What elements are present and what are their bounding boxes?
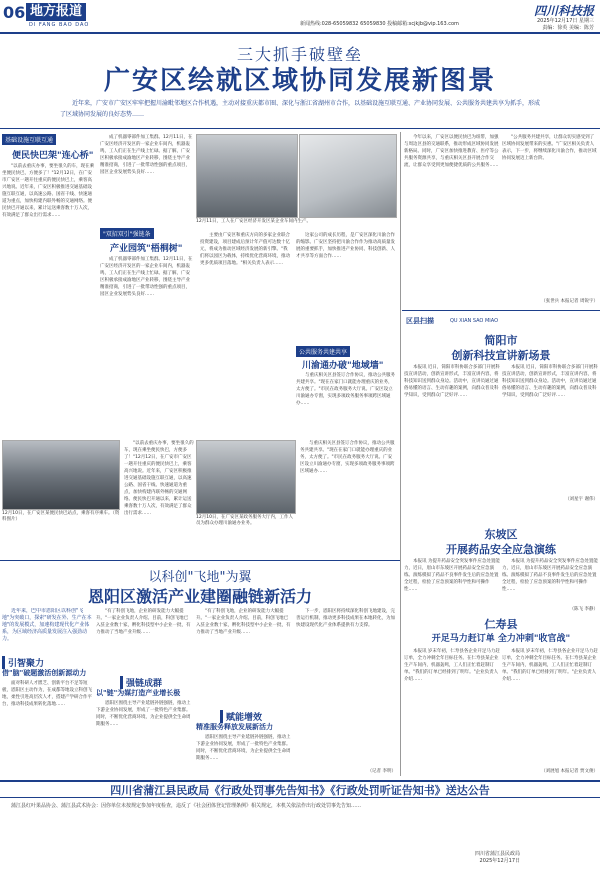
newspaper-name: 四川科技报 — [533, 4, 594, 18]
photo-caption: 12月10日，在广安区某便民快巴站点，乘客有序乘车。（资料图片） — [2, 511, 120, 522]
subhead-bus: 便民快巴架"连心桥" — [12, 151, 94, 161]
subhead-public-service: 公共服务共建共享 — [296, 346, 350, 357]
subhead-chain: 强链成群 — [120, 676, 162, 689]
subhead-investment: "双招双引"强链条 — [100, 228, 154, 239]
issue-date: 2025年12月17日 星期三 责编：徐英 美编：陈芳 — [536, 18, 594, 31]
article-column: "以前去重庆办事，要坐很久的车，现在乘坐便民快巴，方便多了！"12月12日，在广安市广安区一趟开往重庆的便民快巴上，乘客高兴地说。近年来，广安区积极推进交通基础设施互联互通，以高速公路、国省干线、快速通道为重点，加快构建内联外畅的交通网络。便民快巴开通以来，累计运送乘客数十万人次，有效满足了群众出行需求…… — [124, 441, 194, 516]
subhead-empower: 赋能增效 — [220, 710, 262, 723]
article-column: 恩阳区围绕主导产业延链补链强链，推动上下游企业协同发展，形成了一批特色产业集群。同时，不断优化营商环境，为企业提供全生命周期服务…… — [96, 701, 191, 727]
article-column: 本报讯 近日，简阳市科协联合多部门开展科技宣讲活动，创新宣讲形式，丰富宣讲内容，将科技知识送到群众身边。活动中，宣讲员通过通俗易懂的语言、生动有趣的案例，向群众普及科学知识，受到群众广泛好评…… — [404, 365, 500, 398]
factory-photo — [196, 134, 298, 218]
subhead-service: 精准服务释放发展新活力 — [196, 723, 273, 731]
bus-station-photo — [2, 440, 120, 510]
article-column: 这家公司的成长历程，是广安区深化川渝合作的缩影。广安区坚持把川渝合作作为推动高质量发展的重要抓手，加快推进产业协同、科技创新、人才共享等方面合作…… — [296, 233, 395, 259]
story-sub-renshou: 开足马力赶订单 全力冲刺"收官战" — [431, 634, 571, 644]
story-title-renshou: 仁寿县 — [484, 618, 518, 631]
article-column: 与重庆相关区县签订合作协议，推动公共服务共建共享。"现在在家门口就能办理重庆的业务，太方便了。"市民在政务服务大厅说。广安区设立川渝通办专窗，实现多项政务服务事项跨区域通办…… — [300, 441, 395, 474]
subhead-growth: 以"链"为媒打造产业增长极 — [96, 689, 181, 697]
region-scan-title: 区县扫描 — [406, 317, 434, 325]
section-label: 地方报道 — [26, 3, 86, 21]
masthead — [0, 0, 600, 34]
article-column: 下一步，恩阳区将持续深化科创飞地建设，完善运行机制，推动更多科技成果在本地转化，为加快建设现代化产业体系提供有力支撑。 — [296, 609, 395, 628]
article-column: "有了科创飞地，企业的研发能力大幅提升。"一家企业负责人介绍。目前，科创飞地已入驻企业数十家，孵化科技型中小企业一批，有力推动了当地产业升级…… — [96, 609, 191, 635]
article-column: 本报讯 近日，简阳市科协联合多部门开展科技宣讲活动，创新宣讲形式，丰富宣讲内容，将科技知识送到群众身边。活动中，宣讲员通过通俗易懂的语言、生动有趣的案例，向群众普及科学知识，受到群众广泛好评…… — [502, 365, 598, 398]
byline: （张世兵 本报记者 周锐宇） — [541, 299, 598, 304]
article-column: 成了机器零部件加工集群。12月11日，在广安区经济开发区的一家企业车间内，机器轰鸣，工人们正在生产线上忙碌。据了解，广安区积极承接成渝地区产业转移，围绕主导产业精准招商，引进了一批带动性强的重点项目，园区企业发展势头良好…… — [100, 135, 193, 175]
photo-caption: 12月10日，在广安区某政务服务大厅内，工作人员为群众办理川渝通办业务。 — [196, 515, 293, 526]
subhead-talent: 引智聚力 — [2, 656, 44, 669]
top-story-lead: 近年来，广安市广安区牢牢把握川渝毗邻地区合作机遇，主动对接重庆都市圈、深化与浙江省湖州市合作，以基础设施互联互通、产业协同发展、公共服务共建共享为抓手，形成了区域协同发展的良好态势…… — [60, 100, 541, 118]
article-column: 本报讯 为提升药品安全突发事件应急处置能力，近日，眉山市东坡区开展药品安全应急演练。演练模拟了药品不良事件发生后的应急处置全过程，检验了应急预案的科学性和可操作性…… — [404, 559, 500, 592]
article-column: "公共服务共建共享，让群众切实感受到了区域协同发展带来的实惠。"广安区相关负责人表示，下一步，将继续深化川渝合作，推动区域协同发展迈上新台阶。 — [502, 135, 597, 161]
subhead-infrastructure: 基础设施互联互通 — [2, 134, 56, 145]
page-number: 06 — [3, 3, 26, 22]
story2-kicker: 以科创"飞地"为翼 — [148, 570, 252, 585]
notice-banner: 四川省蒲江县民政局《行政处罚事先告知书》《行政处罚听证告知书》送达公告 — [0, 780, 600, 798]
article-column: 本报讯 为提升药品安全突发事件应急处置能力，近日，眉山市东坡区开展药品安全应急演练。演练模拟了药品不良事件发生后的应急处置全过程，检验了应急预案的科学性和可操作性…… — [502, 559, 598, 592]
article-column: 本报讯 岁末年初，仁寿县各企业开足马力赶订单，全力冲刺全年目标任务。在仁寿县某企业生产车间内，机器轰鸣，工人们正忙着赶制订单。"我们的订单已经排到了明年。"企业负责人介绍…… — [502, 649, 598, 682]
article-column: 与重庆相关区县签订合作协议，推动公共服务共建共享。"现在在家门口就能办理重庆的业务，太方便了。"市民在政务服务大厅说。广安区设立川渝通办专窗，实现多项政务服务事项跨区域通办…… — [296, 373, 395, 406]
article-column: 面对科研人才匮乏、创新平台不足等短板，恩阳区主动作为，在成都等地设立科创飞地，柔性引进高层次人才，搭建产学研合作平台，推动科技成果转化落地…… — [2, 681, 92, 707]
column-divider — [400, 132, 401, 776]
story2-headline: 恩阳区激活产业建圈融链新活力 — [87, 587, 312, 606]
region-scan-en: QU XIAN SAO MIAO — [450, 318, 499, 324]
story2-lead: 近年来，巴中市恩阳区以科创"飞地"为突破口，探索"研发在外、生产在本地"的发展模式，加速构建现代化产业体系，为区域经济高质量发展注入强劲动力。 — [2, 608, 92, 642]
article-column: 恩阳区围绕主导产业延链补链强链，推动上下游企业协同发展，形成了一批特色产业集群。同时，不断优化营商环境，为企业提供全生命周期服务…… — [196, 735, 291, 761]
top-story-kicker: 三大抓手破壁垒 — [236, 45, 363, 64]
notice-text: 蒲江县红叶果品协会、蒲江县武术协会：因你单位未按规定参加年度检查，违反了《社会团体登记管理条例》相关规定，本机关依法作出行政处罚事先告知…… — [11, 803, 362, 809]
byline: （记者 李明） — [367, 769, 396, 774]
byline: （陈飞 李静） — [569, 607, 598, 612]
byline: （刘星宇 谢伟） — [565, 497, 598, 502]
article-column: "有了科创飞地，企业的研发能力大幅提升。"一家企业负责人介绍。目前，科创飞地已入驻企业数十家，孵化科技型中小企业一批，有力推动了当地产业升级…… — [196, 609, 291, 635]
divider — [0, 560, 400, 561]
article-column: 本报讯 岁末年初，仁寿县各企业开足马力赶订单，全力冲刺全年目标任务。在仁寿县某企业生产车间内，机器轰鸣，工人们正忙着赶制订单。"我们的订单已经排到了明年。"企业负责人介绍…… — [404, 649, 500, 682]
subhead-park: 产业园筑"梧桐树" — [110, 244, 183, 254]
story-title-jianyang: 简阳市 — [484, 334, 518, 347]
article-column: 主要由广安区和重庆方向的多家企业联合投资建设，项目建成后预计年产值可达数十亿元，将成为推动区域经济发展的新引擎。"我们将以园区为载体，持续优化营商环境，推动更多优质项目落地。"相关负责人表示…… — [200, 233, 290, 266]
article-column: 今年以来，广安区以便民快巴为纽带，加强与周边区县的交通联系，推动形成区域协同发展新格局。同时，广安区加快推进教育、医疗等公共服务资源共享，与重庆相关区县开展合作交流，让群众享受到更加便捷优质的公共服务…… — [404, 135, 499, 168]
divider — [0, 128, 600, 129]
byline: （刘展旭 本报记者 贾文俊） — [541, 769, 598, 774]
photo-caption: 12月11日，工人在广安区经济开发区某企业车间内生产。 — [196, 219, 311, 224]
story-title-dongpo: 东坡区 — [484, 528, 518, 541]
subhead-innovation: 借"脑"破题激活创新源动力 — [2, 669, 87, 677]
notice-signature: 四川省蒲江县民政局 2025年12月17日 — [474, 851, 520, 864]
divider — [402, 310, 600, 311]
workshop-photo — [299, 134, 397, 218]
story-sub-jianyang: 创新科技宣讲新场景 — [451, 349, 551, 362]
story-sub-dongpo: 开展药品安全应急演练 — [446, 543, 556, 556]
section-pinyin: DI FANG BAO DAO — [29, 22, 90, 28]
article-column: 成了机器零部件加工集群。12月11日，在广安区经济开发区的一家企业车间内，机器轰鸣，工人们正在生产线上忙碌。据了解，广安区积极承接成渝地区产业转移，围绕主导产业精准招商，引进了一批带动性强的重点项目，园区企业发展势头良好…… — [100, 257, 193, 297]
service-hall-photo — [196, 440, 296, 514]
article-column: "以前去重庆办事，要坐很久的车，现在乘坐便民快巴，方便多了！"12月12日，在广安市广安区一趟开往重庆的便民快巴上，乘客高兴地说。近年来，广安区积极推进交通基础设施互联互通，以高速公路、国省干线、快速通道为重点，加快构建内联外畅的交通网络。便民快巴开通以来，累计运送乘客数十万人次，有效满足了群众出行需求…… — [2, 164, 95, 218]
subhead-sichuan-chongqing: 川渝通办破"地域墙" — [302, 361, 384, 371]
top-story-headline: 广安区绘就区域协同发展新图景 — [103, 66, 496, 96]
contact-line: 新闻热线:028-65059832 65059830 投稿邮箱:scjkjb@vip.163.com — [300, 21, 459, 27]
